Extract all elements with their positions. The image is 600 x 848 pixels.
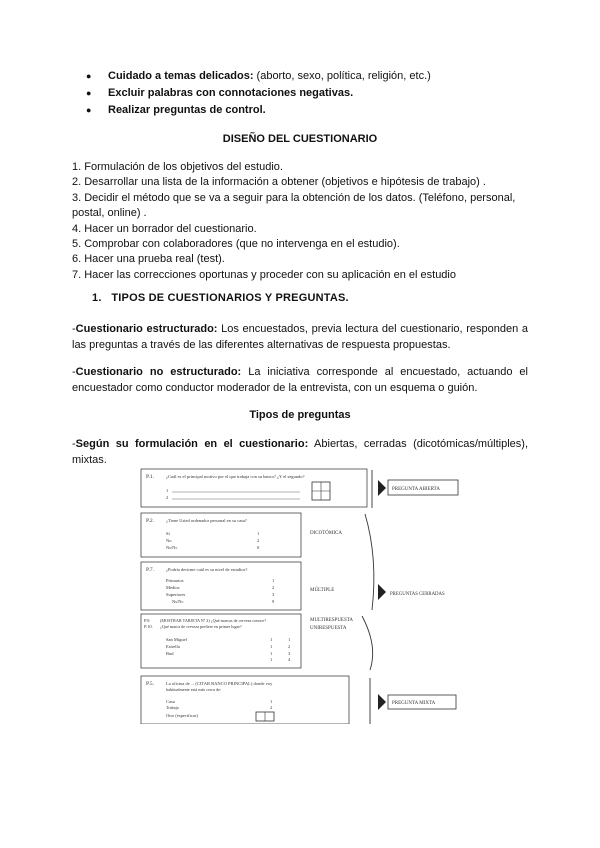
svg-text:1: 1 <box>270 637 273 642</box>
svg-text:2: 2 <box>257 538 260 543</box>
svg-text:P.9.: P.9. <box>144 618 151 623</box>
paragraph-formulation: -Según su formulación en el cuestionario: Abiertas, cerradas (dicotómicas/múltiples), mixtas. <box>72 438 528 466</box>
svg-text:habitualmente está más cerca d: habitualmente está más cerca de: <box>166 687 222 692</box>
svg-text:Medios: Medios <box>166 585 180 590</box>
svg-text:2: 2 <box>270 705 273 710</box>
bullet-bold: Excluir palabras con connotaciones negativas. <box>108 87 354 99</box>
question-box-open <box>141 469 367 507</box>
step-item: 5. Comprobar con colaboradores (que no intervenga en el estudio). <box>72 238 400 251</box>
bullet-dot: ● <box>86 88 92 98</box>
svg-text:2: 2 <box>272 585 275 590</box>
bullet-list <box>86 68 431 119</box>
bullet-dot: ● <box>86 105 92 115</box>
svg-text:Otro (especificar): Otro (especificar) <box>166 713 198 718</box>
svg-text:1: 1 <box>270 651 273 656</box>
question-box-multiple <box>141 562 334 610</box>
figure-svg <box>140 468 460 724</box>
steps-list <box>72 160 528 283</box>
bullet-dot: ● <box>86 71 92 81</box>
svg-text:Superiores: Superiores <box>166 592 186 597</box>
svg-text:PREGUNTA MIXTA: PREGUNTA MIXTA <box>392 701 436 706</box>
step-item: 2. Desarrollar una lista de la información a obtener (objetivos e hipótesis de trabajo) . <box>72 176 486 189</box>
svg-text:9: 9 <box>272 599 275 604</box>
svg-text:1: 1 <box>272 578 275 583</box>
numbered-heading <box>92 292 349 304</box>
svg-text:Sí: Sí <box>166 531 170 536</box>
svg-text:2: 2 <box>166 495 169 500</box>
bullet-item <box>86 85 431 102</box>
question-box-mixed <box>141 676 349 724</box>
tag-mixed-question <box>378 694 456 710</box>
svg-text:Primarios: Primarios <box>166 578 184 583</box>
step-item: 4. Hacer un borrador del cuestionario. <box>72 222 257 235</box>
step-item: 7. Hacer las correcciones oportunas y proceder con su aplicación en el estudio <box>72 268 456 281</box>
term-bold: Según su formulación en el cuestionario: <box>75 438 309 450</box>
svg-text:1: 1 <box>270 657 273 662</box>
section-title: DISEÑO DEL CUESTIONARIO <box>222 133 378 145</box>
svg-text:¿Tiene Usted ordenador persona: ¿Tiene Usted ordenador personal en su casa? <box>166 518 247 523</box>
svg-text:Casa: Casa <box>166 699 175 704</box>
svg-text:Ns/Nc: Ns/Nc <box>172 599 184 604</box>
svg-text:3: 3 <box>288 651 291 656</box>
question-box-dichotomous <box>141 513 342 557</box>
bullet-item <box>86 68 431 85</box>
svg-text:3: 3 <box>272 592 275 597</box>
svg-text:1: 1 <box>257 531 260 536</box>
svg-text:P.2.: P.2. <box>146 518 154 524</box>
label-multiresponse: MULTIRESPUESTA <box>310 618 354 623</box>
label-dichotomous: DICOTÓMICA <box>310 531 342 536</box>
svg-text:(MOSTRAR TARJETA Nº 2) ¿Qué ma: (MOSTRAR TARJETA Nº 2) ¿Qué marcas de cerveza conoce? <box>160 618 267 623</box>
svg-text:0: 0 <box>257 545 260 550</box>
paragraph-unstructured: -Cuestionario no estructurado: La iniciativa corresponde al encuestado, actuando el encuestador como conductor moderador de la entrevista, con un esquema o guión. <box>72 366 528 394</box>
svg-text:San Miguel: San Miguel <box>166 637 187 642</box>
bullet-item <box>86 102 431 119</box>
svg-text:1: 1 <box>270 644 273 649</box>
step-item: 3. Decidir el método que se va a seguir para la obtención de los datos. (Teléfono, personal, postal, online) . <box>72 191 516 220</box>
bullet-bold: Realizar preguntas de control. <box>108 104 266 116</box>
label-multiple: MÚLTIPLE <box>310 588 335 593</box>
svg-text:PREGUNTA ABIERTA: PREGUNTA ABIERTA <box>392 487 440 492</box>
question-id: P.1. <box>146 474 154 480</box>
bullet-text: (aborto, sexo, política, religión, etc.) <box>253 70 431 82</box>
svg-text:No: No <box>166 538 172 543</box>
heading-text: TIPOS DE CUESTIONARIOS Y PREGUNTAS. <box>111 292 349 304</box>
step-item: 1. Formulación de los objetivos del estudio. <box>72 161 283 173</box>
label-uniresponse: UNIRESPUESTA <box>310 626 347 631</box>
svg-text:¿Podría decirme cuál es su niv: ¿Podría decirme cuál es su nivel de estudios? <box>166 567 248 572</box>
svg-text:P.7.: P.7. <box>146 567 154 573</box>
tag-closed-questions <box>378 584 445 600</box>
svg-text:Bud: Bud <box>166 651 174 656</box>
svg-text:4: 4 <box>288 657 291 662</box>
question-box-multiresponse <box>141 614 353 668</box>
tag-open-question <box>378 480 458 496</box>
question-types-figure <box>140 468 460 724</box>
question-text: ¿Cuál es el principal motivo por el que trabaja con su banco? ¿Y el segundo? <box>166 474 305 479</box>
paragraph-structured: -Cuestionario estructurado: Los encuestados, previa lectura del cuestionario, responden a las preguntas a través de las diferentes alternativas de respuesta propuestas. <box>72 323 529 351</box>
svg-text:P.5.: P.5. <box>146 681 154 687</box>
bullet-bold: Cuidado a temas delicados: <box>108 70 254 82</box>
svg-text:P.10.: P.10. <box>144 624 153 629</box>
svg-text:1: 1 <box>288 637 291 642</box>
svg-text:1: 1 <box>166 488 169 493</box>
term-bold: Cuestionario no estructurado: <box>75 366 242 378</box>
svg-text:Ns/Nc: Ns/Nc <box>166 545 178 550</box>
svg-text:Estrella: Estrella <box>166 644 180 649</box>
svg-text:La oficina de ... (CITAR BANCO: La oficina de ... (CITAR BANCO PRINCIPAL) donde voy <box>166 681 273 686</box>
subsection-title: Tipos de preguntas <box>249 409 351 421</box>
step-item: 6. Hacer una prueba real (test). <box>72 253 225 266</box>
svg-text:1: 1 <box>270 699 273 704</box>
svg-text:PREGUNTAS CERRADAS: PREGUNTAS CERRADAS <box>390 592 445 597</box>
svg-text:¿Qué marca de cerveza prefiere: ¿Qué marca de cerveza prefiere en primer lugar? <box>160 624 242 629</box>
heading-number: 1. <box>92 292 102 304</box>
svg-text:Trabajo: Trabajo <box>166 705 179 710</box>
term-bold: Cuestionario estructurado: <box>75 323 218 335</box>
brace-lines <box>362 470 374 724</box>
svg-text:2: 2 <box>288 644 291 649</box>
